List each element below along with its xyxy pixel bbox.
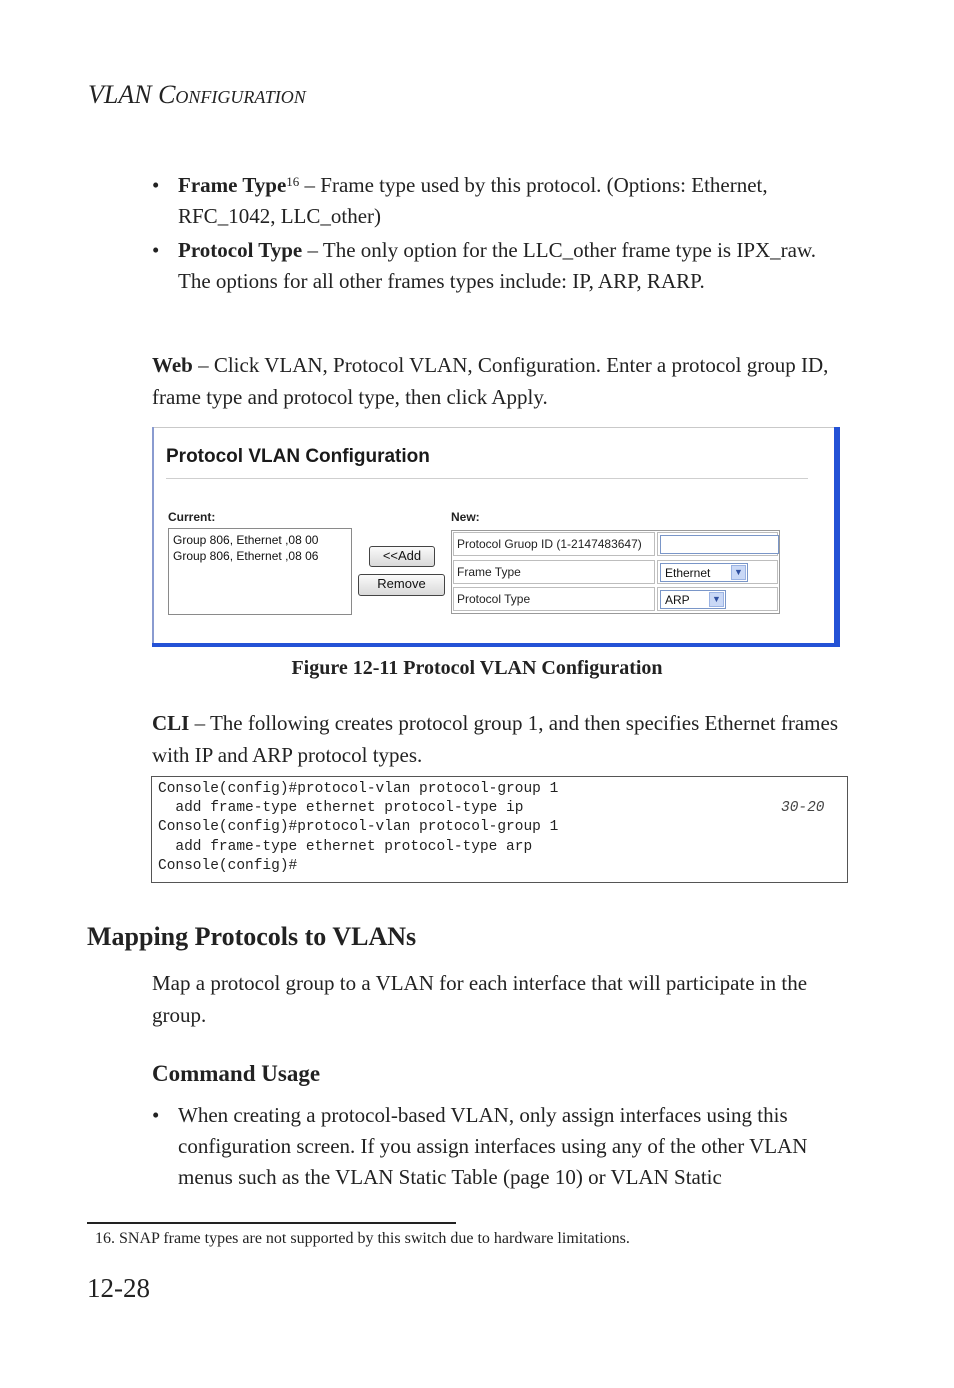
protocol-group-id-input[interactable]: [660, 535, 779, 554]
page-number: 12-28: [87, 1273, 150, 1303]
protocol-type-select[interactable]: ARP ▼: [660, 590, 726, 609]
frame-type-select[interactable]: Ethernet ▼: [660, 563, 748, 582]
current-groups-listbox[interactable]: [168, 528, 352, 615]
bullet-protocol-type: • Protocol Type – The only option for the LLC_other frame type is IPX_raw. The options for all other frames types include: IP, ARP, RARP.: [152, 238, 817, 293]
panel-border-left: [152, 427, 154, 647]
section-paragraph: Map a protocol group to a VLAN for each interface that will participate in the group.: [152, 971, 808, 1027]
chevron-down-icon[interactable]: ▼: [731, 565, 746, 580]
protocol-type-label: Protocol Type: [453, 587, 655, 611]
current-label: Current:: [168, 510, 216, 524]
protocol-group-id-cell: [657, 532, 778, 556]
panel-divider: [166, 478, 808, 479]
add-button[interactable]: <<Add: [369, 546, 435, 567]
table-row: [452, 559, 779, 586]
figure-caption: Figure 12-11 Protocol VLAN Configuration: [291, 657, 663, 679]
frame-type-label: Frame Type: [453, 560, 655, 584]
running-head: VLAN CONFIGURATION: [88, 80, 306, 109]
web-paragraph: Web – Click VLAN, Protocol VLAN, Configuration. Enter a protocol group ID, frame type and protocol type, then click Apply.: [152, 353, 829, 409]
list-item[interactable]: Group 806, Ethernet ,08 00: [173, 533, 319, 547]
new-label: New:: [451, 510, 480, 524]
panel-border-right: [834, 427, 840, 647]
frame-type-cell: [657, 560, 778, 584]
list-item[interactable]: Group 806, Ethernet ,08 06: [173, 549, 319, 563]
code-line: Console(config)#protocol-vlan protocol-group 1: [158, 781, 559, 797]
protocol-type-cell: [657, 587, 778, 611]
new-entry-table: [451, 530, 780, 614]
chevron-down-icon[interactable]: ▼: [709, 592, 724, 607]
panel-border-bottom: [152, 643, 840, 647]
table-row: [452, 586, 779, 613]
footnote: 16. SNAP frame types are not supported by this switch due to hardware limitations.: [95, 1230, 630, 1247]
code-line: Console(config)#: [158, 858, 298, 874]
code-line: add frame-type ethernet protocol-type arp: [158, 839, 533, 855]
code-line: Console(config)#protocol-vlan protocol-group 1: [158, 819, 559, 835]
bullet-command-usage: • When creating a protocol-based VLAN, only assign interfaces using this configuration screen. If you assign interfaces using any of the other VLAN menus such as the VLAN Static Table (page 10) or VLAN Static: [152, 1103, 808, 1189]
table-row: [452, 531, 779, 558]
section-heading: Mapping Protocols to VLANs: [87, 922, 417, 951]
remove-button[interactable]: Remove: [358, 574, 445, 596]
cli-paragraph: CLI – The following creates protocol group 1, and then specifies Ethernet frames with IP and ARP protocol types.: [152, 711, 839, 767]
bullet-frame-type: • Frame Type$^{16}$ – Frame type used by this protocol. (Options: Ethernet, RFC_1042, LLC_other): [152, 173, 768, 228]
code-page-reference: 30-20: [781, 800, 825, 816]
panel-title: Protocol VLAN Configuration: [166, 446, 430, 467]
footnote-rule: [87, 1222, 456, 1224]
protocol-group-id-label: Protocol Gruop ID (1-2147483647): [453, 532, 655, 556]
code-line: add frame-type ethernet protocol-type ip: [158, 800, 524, 816]
subheading: Command Usage: [152, 1061, 321, 1086]
